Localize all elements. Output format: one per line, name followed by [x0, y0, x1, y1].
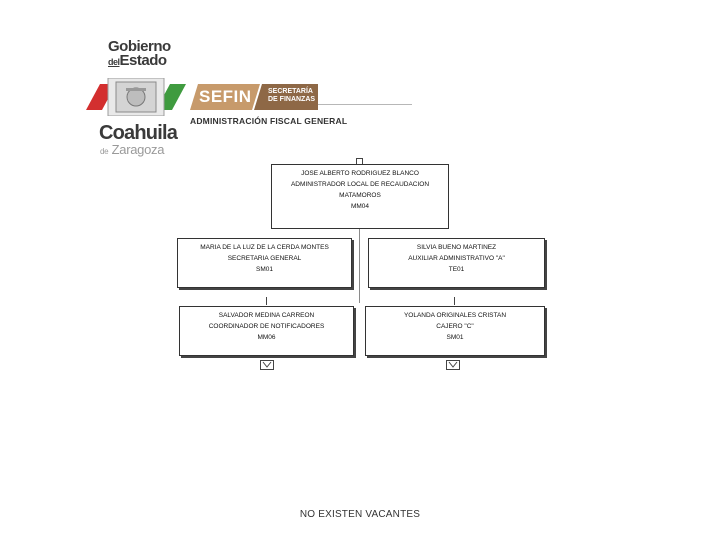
coahuila-word: Coahuila	[99, 122, 178, 144]
gobierno-line2	[108, 52, 167, 69]
org-box-row2-left[interactable]	[179, 306, 354, 356]
org-box-top[interactable]	[271, 164, 449, 229]
org-row2-right-role: CAJERO "C"	[436, 323, 474, 330]
vacantes-note: NO EXISTEN VACANTES	[299, 509, 421, 520]
coahuila-crest-logo	[86, 78, 186, 116]
org-row2-left-role: COORDINADOR DE NOTIFICADORES	[208, 323, 325, 330]
main-vertical-connector	[359, 229, 360, 303]
gobierno-estado: Estado	[119, 52, 167, 69]
expand-arrow-icon[interactable]	[260, 360, 274, 370]
org-top-name: JOSE ALBERTO RODRIGUEZ BLANCO	[301, 170, 419, 177]
row2-left-tick	[266, 297, 267, 305]
org-row2-right-code: SM01	[446, 334, 464, 341]
org-row2-right-name: YOLANDA ORIGINALES CRISTAN	[403, 312, 507, 319]
org-row1-right-role: AUXILIAR ADMINISTRATIVO "A"	[408, 255, 505, 262]
org-row1-left-code: SM01	[256, 266, 273, 273]
gobierno-del: del	[108, 57, 120, 67]
secretaria-line1: SECRETARÍA	[268, 88, 313, 95]
administracion-fiscal-general: ADMINISTRACIÓN FISCAL GENERAL	[190, 116, 348, 126]
sefin-word: SEFIN	[199, 87, 252, 106]
org-top-role: ADMINISTRADOR LOCAL DE RECAUDACION	[290, 181, 430, 188]
zaragoza-de: de	[100, 147, 109, 156]
zaragoza-name: Zaragoza	[111, 142, 165, 157]
org-row2-left-code: MM06	[257, 334, 276, 341]
zaragoza-word	[100, 142, 164, 157]
org-top-location: MATAMOROS	[339, 192, 381, 199]
secretaria-line2: DE FINANZAS	[268, 96, 316, 103]
org-row1-left-name: MARIA DE LA LUZ DE LA CERDA MONTES	[200, 244, 329, 251]
org-row1-right-code: TE01	[448, 266, 465, 273]
org-row1-left-role: SECRETARIA GENERAL	[227, 255, 302, 262]
org-top-code: MM04	[350, 203, 370, 210]
header-rule	[318, 104, 412, 105]
secretaria-finanzas	[268, 88, 315, 104]
expand-arrow-icon[interactable]	[446, 360, 460, 370]
org-box-row1-left[interactable]	[177, 238, 352, 288]
org-box-row1-right[interactable]	[368, 238, 545, 288]
gobierno-line1: Gobierno	[108, 38, 171, 55]
org-row2-left-name: SALVADOR MEDINA CARREON	[218, 312, 315, 319]
org-row1-right-name: SILVIA BUENO MARTINEZ	[416, 244, 497, 251]
row2-right-tick	[454, 297, 455, 305]
org-box-row2-right[interactable]	[365, 306, 545, 356]
